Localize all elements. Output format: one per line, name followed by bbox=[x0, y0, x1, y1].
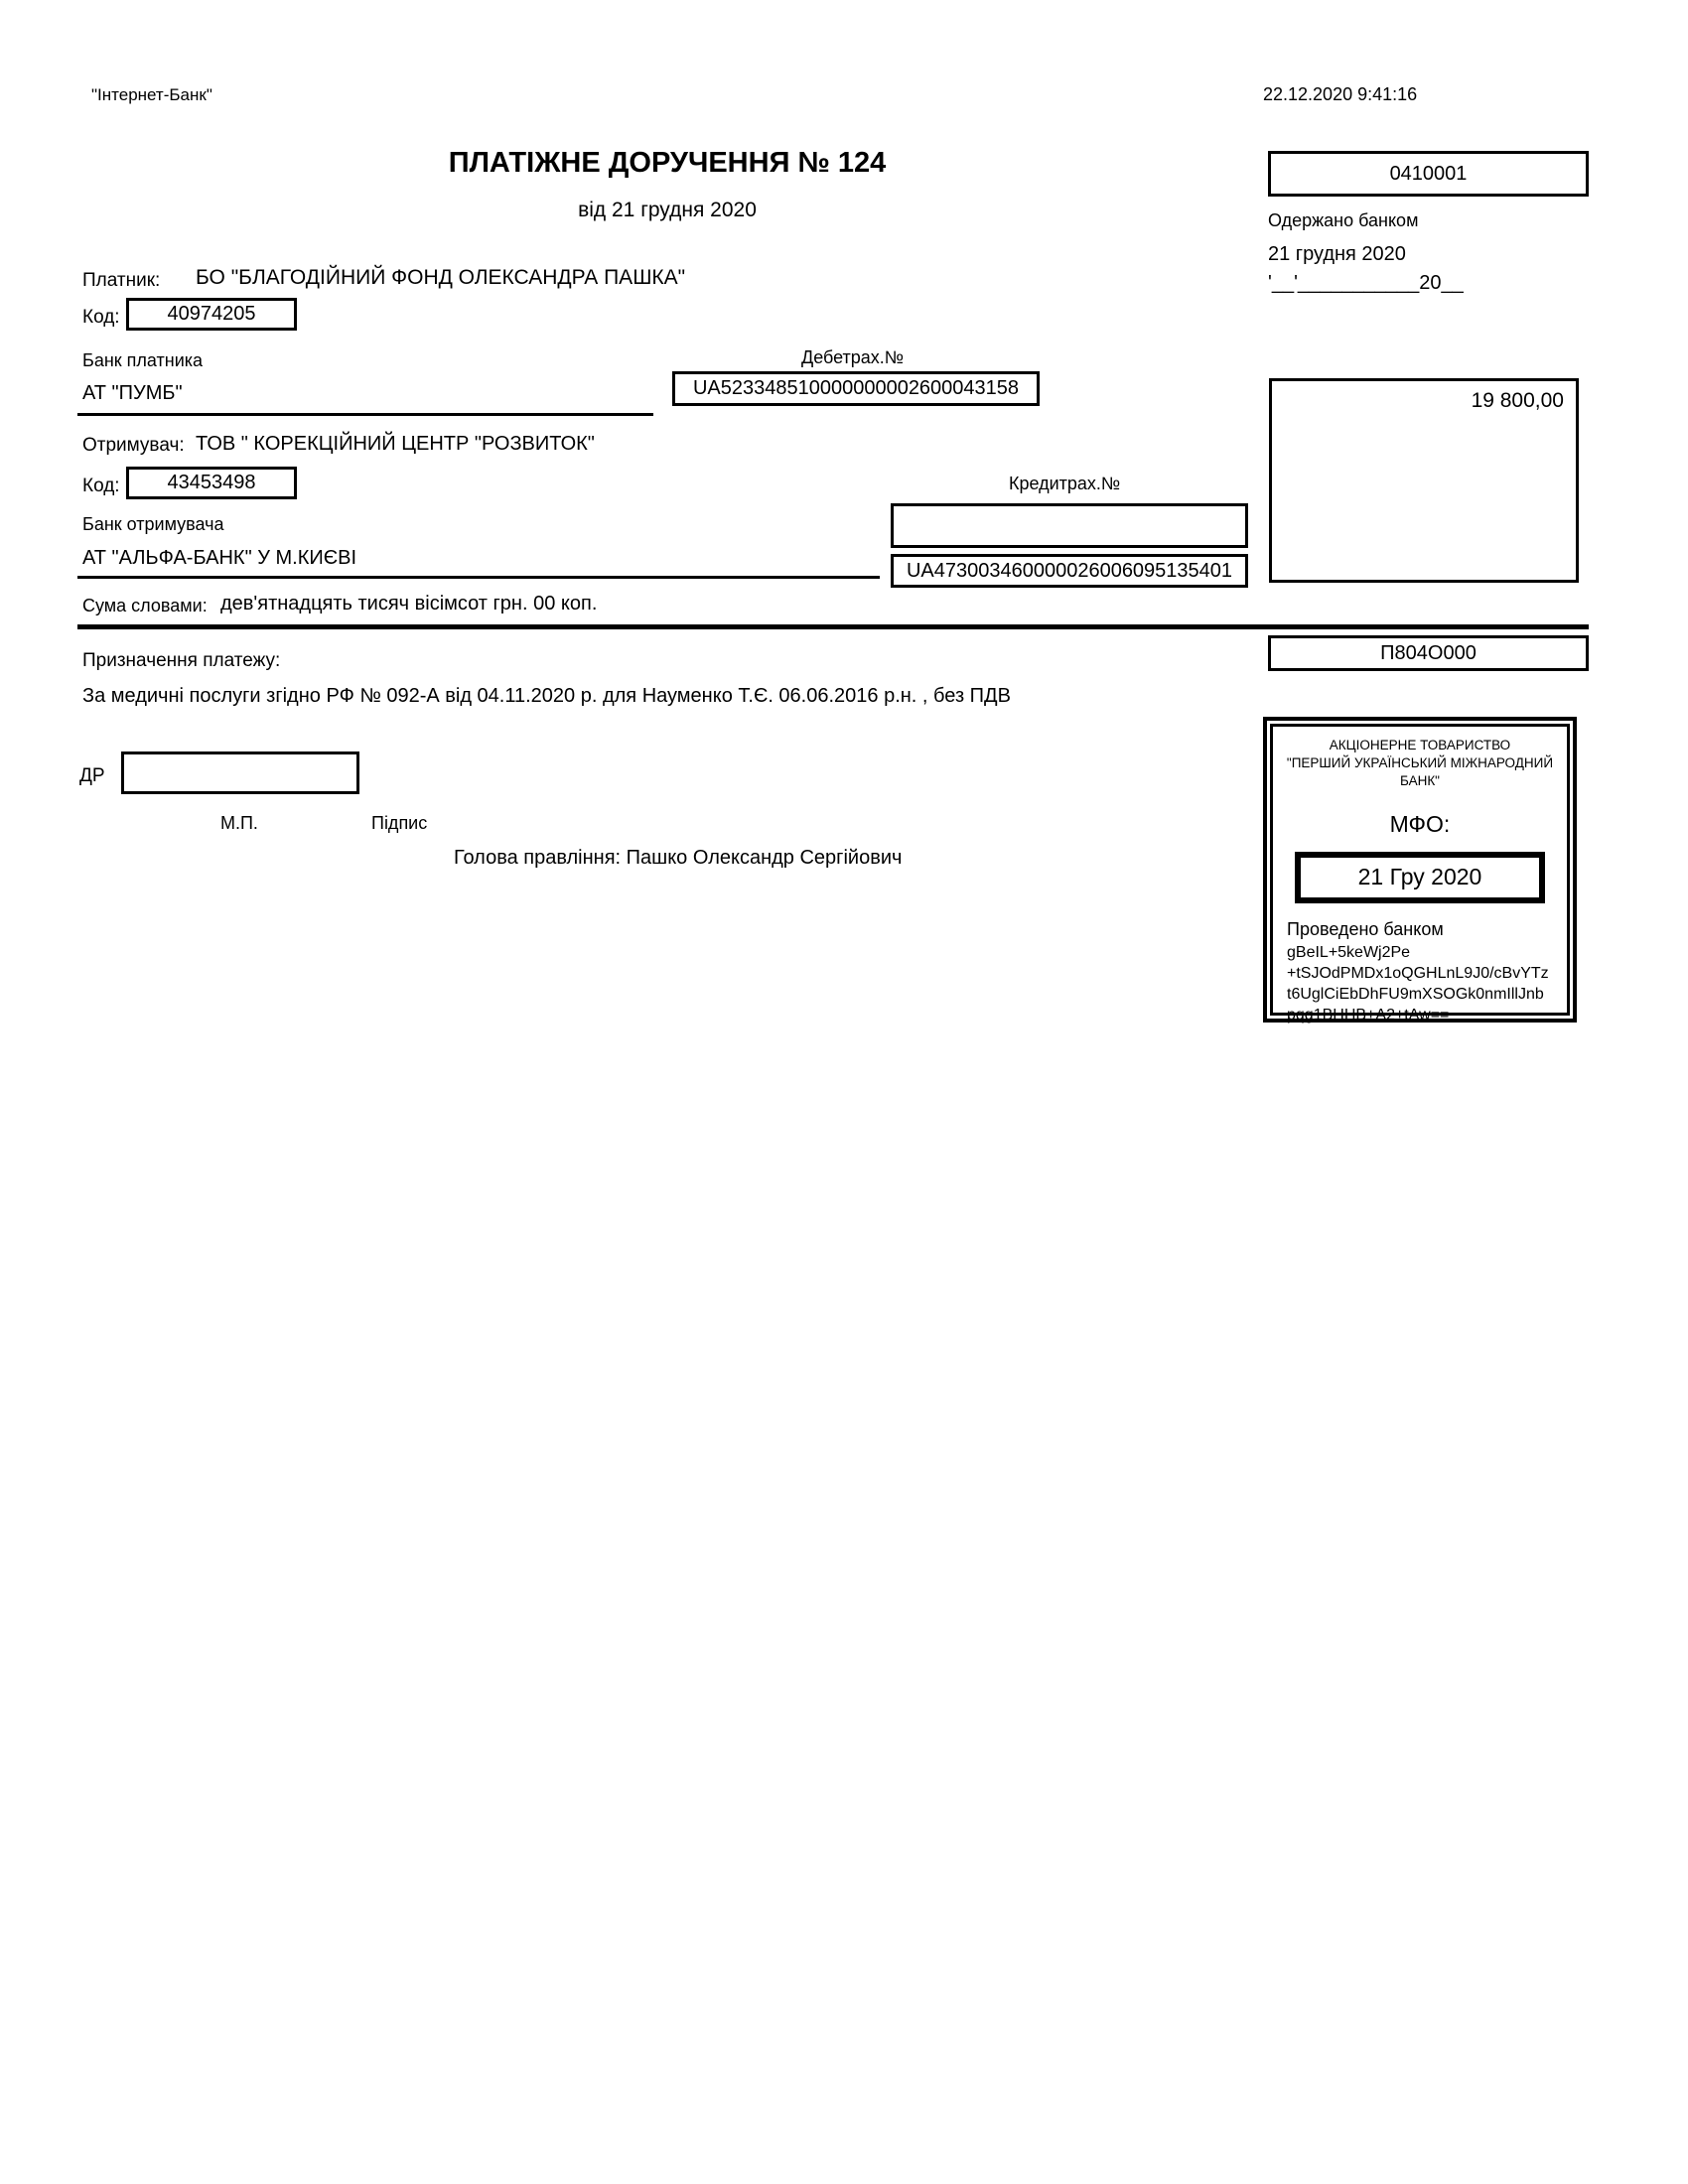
received-date-blank: '__'___________20__ bbox=[1268, 272, 1464, 294]
receiver-bank-name: АТ "АЛЬФА-БАНК" У М.КИЄВІ bbox=[82, 547, 356, 569]
payer-bank-underline bbox=[77, 413, 653, 416]
receiver-bank-label: Банк отримувача bbox=[82, 514, 224, 534]
page-title: ПЛАТІЖНЕ ДОРУЧЕННЯ № 124 bbox=[448, 147, 887, 179]
amount-words: дев'ятнадцять тисяч вісімсот грн. 00 коп. bbox=[220, 593, 598, 614]
signature-label: Підпис bbox=[371, 813, 428, 833]
document-date: від 21 грудня 2020 bbox=[578, 199, 757, 221]
receiver-code-label: Код: bbox=[82, 476, 120, 496]
received-by-bank-label: Одержано банком bbox=[1268, 210, 1419, 230]
app-title: "Інтернет-Банк" bbox=[91, 85, 212, 104]
debit-account-box bbox=[672, 371, 1040, 406]
signer-name: Голова правління: Пашко Олександр Сергійович bbox=[454, 847, 903, 869]
credit-empty-box bbox=[891, 503, 1248, 548]
stamp-signature-line: t6UglCiEbDhFU9mXSOGk0nmIllJnb bbox=[1287, 985, 1544, 1003]
purpose-label: Призначення платежу: bbox=[82, 650, 281, 671]
credit-account-number: UA473003460000026006095135401 bbox=[906, 559, 1233, 582]
payer-name: БО "БЛАГОДІЙНИЙ ФОНД ОЛЕКСАНДРА ПАШКА" bbox=[196, 266, 686, 289]
purpose-code: П804О000 bbox=[1380, 641, 1477, 664]
bank-stamp bbox=[1263, 717, 1577, 1023]
bank-stamp-inner bbox=[1270, 724, 1570, 1024]
receiver-bank-underline bbox=[77, 576, 880, 579]
payer-label: Платник: bbox=[82, 270, 161, 291]
amount-words-label: Сума словами: bbox=[82, 596, 208, 615]
payer-bank-label: Банк платника bbox=[82, 350, 204, 370]
amount-box bbox=[1269, 378, 1579, 583]
stamp-signature-block bbox=[1287, 942, 1557, 1025]
credit-account-box bbox=[891, 554, 1248, 588]
stamp-org-line2: "ПЕРШИЙ УКРАЇНСЬКИЙ МІЖНАРОДНИЙ БАНК" bbox=[1286, 755, 1554, 789]
document-code: 0410001 bbox=[1389, 162, 1468, 185]
stamp-processed-label: Проведено банком bbox=[1287, 918, 1444, 939]
receiver-code-box bbox=[126, 467, 297, 499]
mp-label: М.П. bbox=[220, 813, 258, 833]
stamp-signature-line: +tSJOdPMDx1oQGHLnL9J0/cBvYTz bbox=[1287, 964, 1549, 982]
stamp-date-box bbox=[1295, 852, 1545, 903]
payer-code-label: Код: bbox=[82, 307, 120, 328]
receiver-name: ТОВ " КОРЕКЦІЙНИЙ ЦЕНТР "РОЗВИТОК" bbox=[196, 433, 595, 455]
section-divider bbox=[77, 624, 1589, 629]
stamp-mfo-label: МФО: bbox=[1389, 810, 1451, 837]
credit-account-label: Кредитрах.№ bbox=[1009, 474, 1121, 493]
stamp-signature-line: pqg1BHHB+A2+tAw== bbox=[1287, 1006, 1450, 1024]
debit-account-label: Дебетрах.№ bbox=[801, 347, 905, 367]
payer-code-box bbox=[126, 298, 297, 331]
purpose-code-box bbox=[1268, 635, 1589, 671]
document-code-box bbox=[1268, 151, 1589, 197]
receiver-label: Отримувач: bbox=[82, 435, 185, 456]
amount-value: 19 800,00 bbox=[1471, 389, 1564, 412]
dr-box bbox=[121, 751, 359, 794]
print-timestamp: 22.12.2020 9:41:16 bbox=[1263, 84, 1418, 104]
dr-label: ДР bbox=[79, 765, 105, 786]
stamp-date: 21 Гру 2020 bbox=[1357, 864, 1482, 890]
debit-account-number: UA523348510000000002600043158 bbox=[692, 377, 1020, 399]
payer-bank-name: АТ "ПУМБ" bbox=[82, 382, 183, 404]
receiver-code: 43453498 bbox=[167, 472, 256, 493]
stamp-org-line1: АКЦІОНЕРНЕ ТОВАРИСТВО bbox=[1329, 738, 1511, 752]
stamp-signature-line: gBeIL+5keWj2Pe bbox=[1287, 943, 1411, 961]
payer-code: 40974205 bbox=[167, 303, 256, 325]
purpose-text: За медичні послуги згідно РФ № 092-А від 04.11.2020 р. для Науменко Т.Є. 06.06.2016 р.н. , без ПДВ bbox=[82, 685, 1011, 707]
received-date: 21 грудня 2020 bbox=[1268, 243, 1406, 265]
